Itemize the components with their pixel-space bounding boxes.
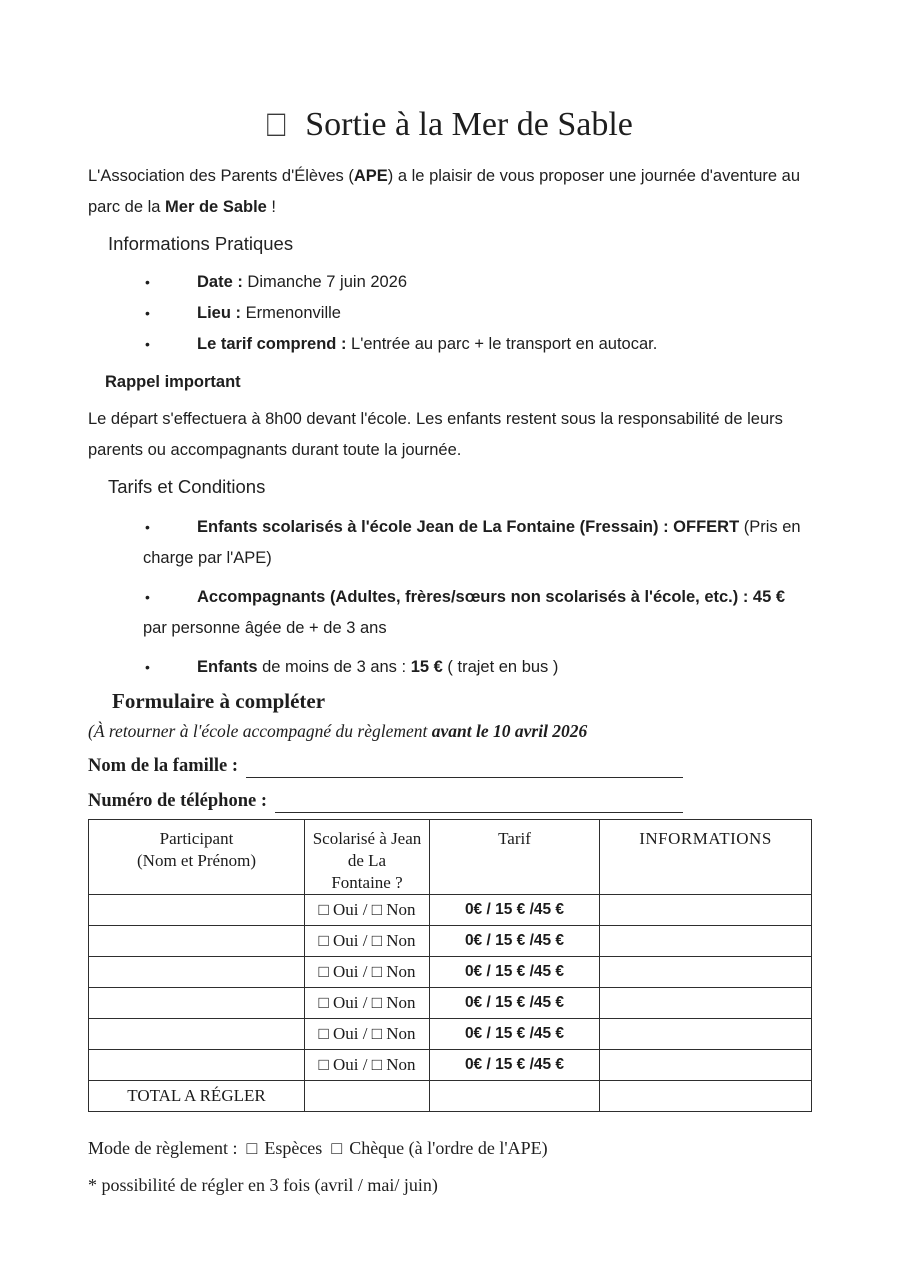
participant-row bbox=[89, 1019, 812, 1050]
especes-checkbox-icon: □ bbox=[246, 1138, 258, 1158]
bullet-icon: • bbox=[145, 589, 150, 605]
payment-line bbox=[88, 1136, 812, 1160]
participant-name-cell bbox=[89, 895, 305, 926]
rappel-heading: Rappel important bbox=[105, 373, 241, 391]
list-item bbox=[88, 582, 812, 644]
tarif-comprend-value: L'entrée au parc + le transport en autocar. bbox=[346, 335, 658, 353]
informations-cell bbox=[600, 957, 812, 988]
participant-name-cell bbox=[89, 1050, 305, 1081]
lieu-value: Ermenonville bbox=[241, 304, 341, 322]
intro-text: ! bbox=[266, 198, 277, 216]
table-header-row bbox=[89, 820, 812, 895]
bullet-icon: • bbox=[145, 519, 150, 535]
phone-field bbox=[88, 787, 683, 813]
accompagnants-detail: par personne âgée de + de 3 ans bbox=[143, 619, 387, 637]
enfants-moins3-label: Enfants bbox=[197, 658, 258, 676]
tarifs-bullet-list bbox=[88, 512, 812, 683]
oui-non-cell: □ Oui / □ Non bbox=[305, 895, 430, 926]
bullet-icon: • bbox=[145, 659, 150, 675]
intro-paragraph bbox=[88, 161, 812, 223]
bullet-icon: • bbox=[145, 274, 150, 290]
page-title: Sortie à la Mer de Sable bbox=[305, 106, 633, 143]
intro-text: L'Association des Parents d'Élèves ( bbox=[88, 167, 354, 185]
bullet-icon: • bbox=[145, 336, 150, 352]
document-title-row bbox=[88, 103, 812, 148]
informations-cell bbox=[600, 1019, 812, 1050]
col-header-scolarise bbox=[305, 820, 430, 895]
infos-bullet-list bbox=[88, 267, 812, 360]
family-name-field bbox=[88, 752, 683, 778]
total-label: TOTAL A RÉGLER bbox=[89, 1081, 305, 1112]
total-row bbox=[89, 1081, 812, 1112]
cheque-label: Chèque (à l'ordre de l'APE) bbox=[349, 1138, 548, 1158]
participant-name-cell bbox=[89, 988, 305, 1019]
especes-label: Espèces bbox=[264, 1138, 323, 1158]
installment-note: * possibilité de régler en 3 fois (avril / mai/ juin) bbox=[88, 1175, 438, 1195]
list-item bbox=[88, 267, 812, 298]
date-value: Dimanche 7 juin 2026 bbox=[242, 273, 408, 291]
family-name-blank-line bbox=[246, 753, 683, 778]
participant-row bbox=[89, 895, 812, 926]
col-header-participant bbox=[89, 820, 305, 895]
list-item bbox=[88, 329, 812, 360]
tarif-cell: 0€ / 15 € /45 € bbox=[430, 988, 600, 1019]
deadline-date: avant le 10 avril 2026 bbox=[431, 721, 588, 741]
enfants-moins3-text: de moins de 3 ans : bbox=[257, 658, 411, 676]
date-label: Date : bbox=[197, 273, 243, 291]
list-item bbox=[88, 652, 812, 683]
participant-name-cell bbox=[89, 957, 305, 988]
tarif-cell: 0€ / 15 € /45 € bbox=[430, 1050, 600, 1081]
oui-non-cell: □ Oui / □ Non bbox=[305, 988, 430, 1019]
section-tarifs-conditions: Tarifs et Conditions bbox=[108, 476, 266, 497]
participant-row bbox=[89, 1050, 812, 1081]
enfants-scolarises-detail: (Pris en charge par l'APE) bbox=[143, 518, 801, 567]
participant-row bbox=[89, 957, 812, 988]
ape-abbrev: APE bbox=[353, 167, 388, 185]
header-line: Participant bbox=[159, 829, 234, 848]
total-tarif-cell bbox=[430, 1081, 600, 1112]
total-scolarise-cell bbox=[305, 1081, 430, 1112]
participant-row bbox=[89, 926, 812, 957]
accompagnants-label: Accompagnants (Adultes, frères/sœurs non scolarisés à l'école, etc.) : 45 € bbox=[197, 588, 786, 606]
section-informations-pratiques: Informations Pratiques bbox=[108, 233, 294, 254]
informations-cell bbox=[600, 895, 812, 926]
header-line: Scolarisé à Jean bbox=[312, 829, 422, 848]
park-name: Mer de Sable bbox=[165, 198, 267, 216]
header-line: (Nom et Prénom) bbox=[137, 851, 256, 870]
tarif-cell: 0€ / 15 € /45 € bbox=[430, 895, 600, 926]
participant-name-cell bbox=[89, 1019, 305, 1050]
tarif-cell: 0€ / 15 € /45 € bbox=[430, 926, 600, 957]
form-return-note bbox=[88, 719, 812, 743]
oui-non-cell: □ Oui / □ Non bbox=[305, 1019, 430, 1050]
missing-glyph-icon: □ bbox=[267, 103, 286, 145]
col-header-informations: INFORMATIONS bbox=[600, 820, 812, 895]
payment-label: Mode de règlement : bbox=[88, 1138, 238, 1158]
form-heading: Formulaire à compléter bbox=[112, 689, 326, 713]
oui-non-cell: □ Oui / □ Non bbox=[305, 1050, 430, 1081]
list-item bbox=[88, 512, 812, 574]
participants-table bbox=[88, 819, 812, 1112]
header-line: de La bbox=[347, 851, 387, 870]
header-line: Fontaine ? bbox=[331, 873, 403, 892]
col-header-tarif: Tarif bbox=[430, 820, 600, 895]
phone-blank-line bbox=[275, 788, 683, 813]
total-informations-cell bbox=[600, 1081, 812, 1112]
oui-non-cell: □ Oui / □ Non bbox=[305, 957, 430, 988]
participant-name-cell bbox=[89, 926, 305, 957]
rappel-paragraph: Le départ s'effectuera à 8h00 devant l'école. Les enfants restent sous la responsabilité de leurs parents ou accompagnants durant toute la journée. bbox=[88, 410, 783, 459]
cheque-checkbox-icon: □ bbox=[331, 1138, 343, 1158]
tarif-cell: 0€ / 15 € /45 € bbox=[430, 1019, 600, 1050]
informations-cell bbox=[600, 988, 812, 1019]
tarif-cell: 0€ / 15 € /45 € bbox=[430, 957, 600, 988]
tarif-comprend-label: Le tarif comprend : bbox=[197, 335, 347, 353]
oui-non-cell: □ Oui / □ Non bbox=[305, 926, 430, 957]
family-name-label: Nom de la famille : bbox=[88, 756, 239, 776]
enfants-moins3-prix: 15 € bbox=[410, 658, 443, 676]
informations-cell bbox=[600, 1050, 812, 1081]
intro-text: ) a le plaisir de vous proposer une journée d'aventure au parc de la bbox=[88, 167, 801, 216]
enfants-moins3-detail: ( trajet en bus ) bbox=[442, 658, 559, 676]
list-item bbox=[88, 298, 812, 329]
bullet-icon: • bbox=[145, 305, 150, 321]
lieu-label: Lieu : bbox=[197, 304, 241, 322]
phone-label: Numéro de téléphone : bbox=[88, 791, 267, 811]
participant-row bbox=[89, 988, 812, 1019]
enfants-scolarises-label: Enfants scolarisés à l'école Jean de La Fontaine (Fressain) : OFFERT bbox=[197, 518, 740, 536]
note-text: (À retourner à l'école accompagné du règlement bbox=[88, 721, 432, 741]
informations-cell bbox=[600, 926, 812, 957]
